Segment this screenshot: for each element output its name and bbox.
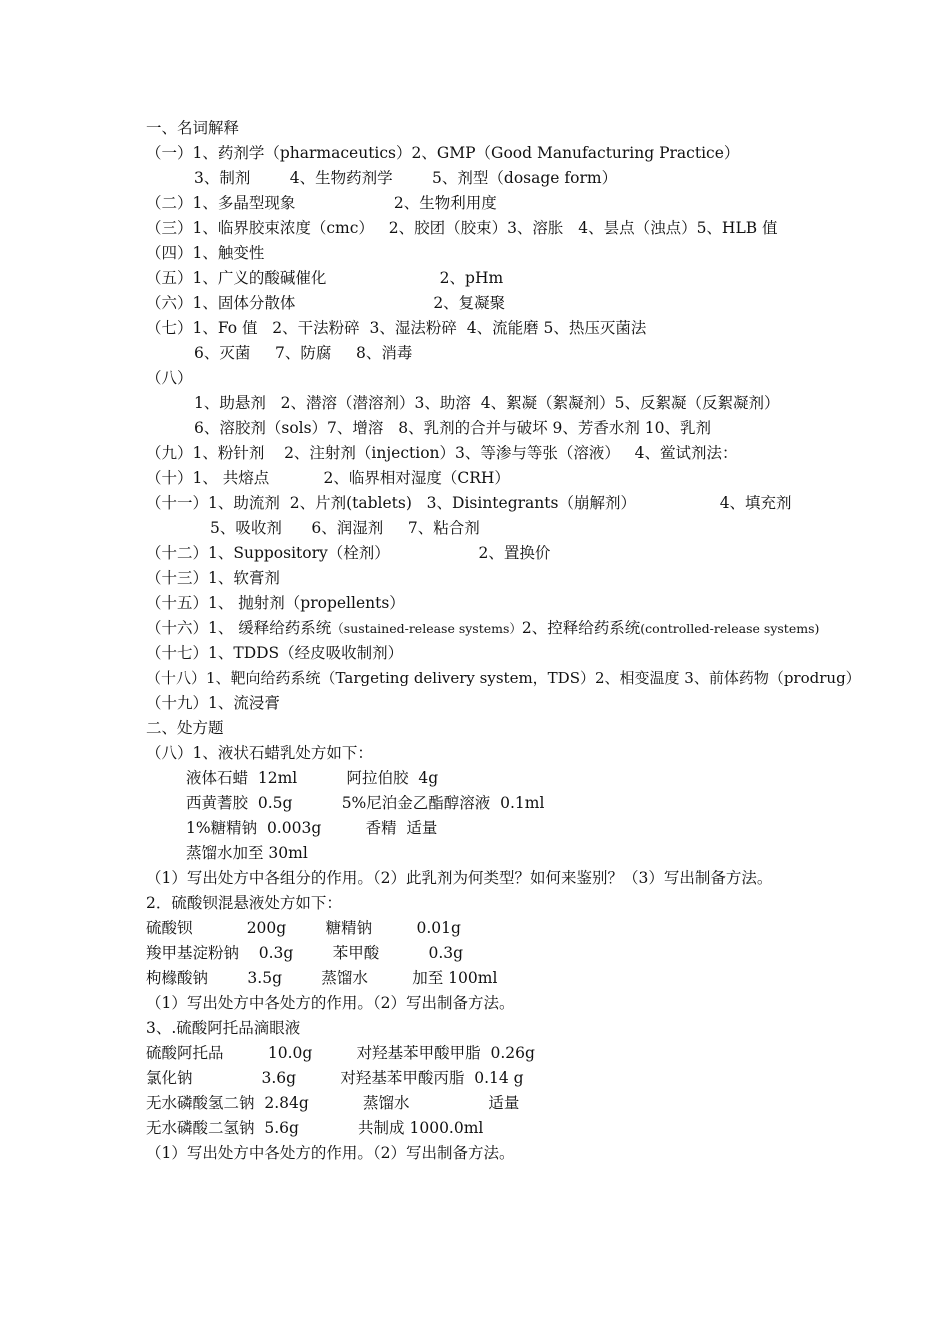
definition-group-1: （一）1、药剂学（pharmaceutics）2、GMP（Good Manufacturing Practice） <box>146 144 740 162</box>
prescription-2-questions: （1）写出处方中各处方的作用。（2）写出制备方法。 <box>146 994 515 1012</box>
definition-group-8: （八） <box>146 369 193 387</box>
definition-group-12: （十二）1、Suppository（栓剂） 2、置换价 <box>146 544 551 562</box>
prescription-1-row-1: 液体石蜡 12ml 阿拉伯胶 4g <box>186 769 439 787</box>
definition-group-16-english-1: （sustained-release systems） <box>331 621 522 636</box>
prescription-1-title: （八）1、液状石蜡乳处方如下： <box>146 744 373 762</box>
definition-group-6: （六）1、固体分散体 2、复凝聚 <box>146 294 506 312</box>
definition-group-19: （十九）1、流浸膏 <box>146 694 280 712</box>
section-heading-prescriptions: 二、处方题 <box>146 719 224 737</box>
definition-group-2: （二）1、多晶型现象 2、生物利用度 <box>146 194 497 212</box>
prescription-2-row-3: 枸橼酸钠 3.5g 蒸馏水 加至 100ml <box>146 969 498 987</box>
prescription-3-questions: （1）写出处方中各处方的作用。（2）写出制备方法。 <box>146 1144 515 1162</box>
definition-group-5: （五）1、广义的酸碱催化 2、pHm <box>146 269 504 287</box>
definition-group-15: （十五）1、 抛射剂（propellents） <box>146 594 405 612</box>
prescription-3-row-3: 无水磷酸氢二钠 2.84g 蒸馏水 适量 <box>146 1094 520 1112</box>
prescription-3-row-2: 氯化钠 3.6g 对羟基苯甲酸丙脂 0.14 g <box>146 1069 524 1087</box>
definition-group-10: （十）1、 共熔点 2、临界相对湿度（CRH） <box>146 469 510 487</box>
definition-group-16-part-2: 2、控释给药系统 <box>521 619 641 637</box>
prescription-3-row-1: 硫酸阿托品 10.0g 对羟基苯甲酸甲脂 0.26g <box>146 1044 535 1062</box>
prescription-2-row-1: 硫酸钡 200g 糖精钠 0.01g <box>146 919 461 937</box>
definition-group-8-line-2: 6、溶胶剂（sols）7、增溶 8、乳剂的合并与破坏 9、芳香水剂 10、乳剂 <box>194 419 712 437</box>
definition-group-7: （七）1、Fo 值 2、干法粉碎 3、湿法粉碎 4、流能磨 5、热压灭菌法 <box>146 319 647 337</box>
definition-group-9: （九）1、粉针剂 2、注射剂（injection）3、等渗与等张（溶液） 4、鲎试剂法： <box>146 444 738 462</box>
prescription-2-row-2: 羧甲基淀粉钠 0.3g 苯甲酸 0.3g <box>146 944 464 962</box>
prescription-1-questions: （1）写出处方中各组分的作用。（2）此乳剂为何类型？如何来鉴别？（3）写出制备方法。 <box>146 869 773 887</box>
prescription-3-row-4: 无水磷酸二氢钠 5.6g 共制成 1000.0ml <box>146 1119 484 1137</box>
definition-group-13: （十三）1、软膏剂 <box>146 569 280 587</box>
prescription-3-title: 3、.硫酸阿托品滴眼液 <box>146 1019 301 1037</box>
definition-group-18: （十八）1、靶向给药系统（Targeting delivery system，TDS）2、相变温度 3、前体药物（prodrug） <box>146 669 861 687</box>
prescription-1-row-3: 1%糖精钠 0.003g 香精 适量 <box>186 819 438 837</box>
section-heading-definitions: 一、名词解释 <box>146 119 240 137</box>
definition-group-16-part-1: （十六）1、 缓释给药系统 <box>146 619 332 637</box>
definition-group-8-line-1: 1、助悬剂 2、潜溶（潜溶剂）3、助溶 4、絮凝（絮凝剂）5、反絮凝（反絮凝剂） <box>194 394 780 412</box>
definition-group-16-english-2: (controlled-release systems) <box>640 621 820 636</box>
definition-group-11: （十一）1、助流剂 2、片剂(tablets) 3、Disintegrants（崩解剂） 4、填充剂 <box>146 494 792 512</box>
definition-group-1-cont: 3、制剂 4、生物药剂学 5、剂型（dosage form） <box>194 169 618 187</box>
definition-group-16 <box>146 618 819 638</box>
prescription-1-row-4: 蒸馏水加至 30ml <box>186 844 308 862</box>
definition-group-7-cont: 6、灭菌 7、防腐 8、消毒 <box>194 344 413 362</box>
definition-group-4: （四）1、触变性 <box>146 244 265 262</box>
prescription-2-title: 2．硫酸钡混悬液处方如下： <box>146 894 342 912</box>
prescription-1-row-2: 西黄蓍胶 0.5g 5%尼泊金乙酯醇溶液 0.1ml <box>186 794 545 812</box>
definition-group-17: （十七）1、TDDS（经皮吸收制剂） <box>146 644 404 662</box>
definition-group-3: （三）1、临界胶束浓度（cmc） 2、胶团（胶束）3、溶胀 4、昙点（浊点）5、HLB 值 <box>146 219 778 237</box>
definition-group-11-cont: 5、吸收剂 6、润湿剂 7、粘合剂 <box>210 519 480 537</box>
